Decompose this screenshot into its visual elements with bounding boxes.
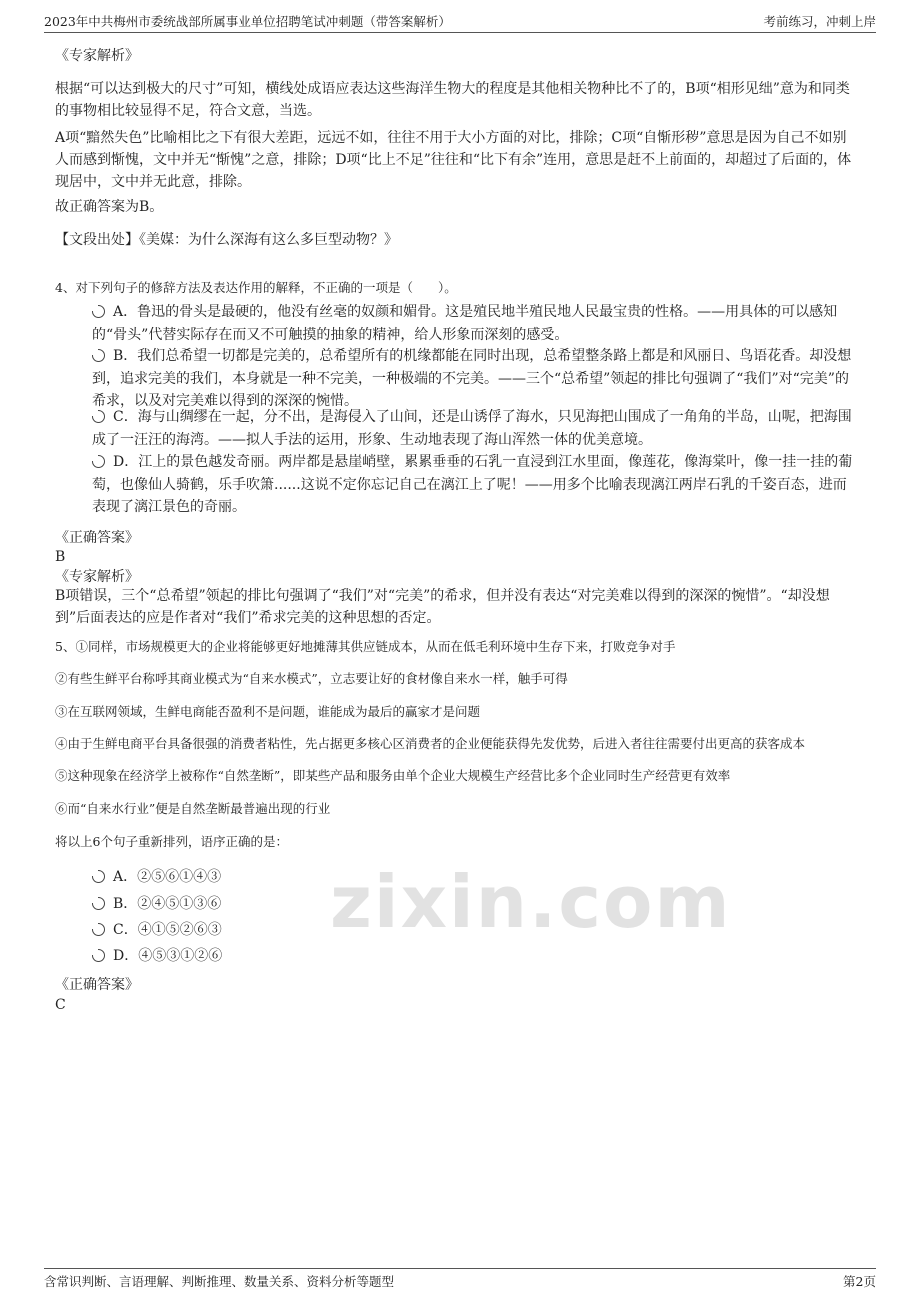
q3-analysis-p2: A项“黯然失色”比喻相比之下有很大差距，远远不如，往往不用于大小方面的对比，排除；C项“自惭形秽”意思是因为自己不如别人而感到惭愧，文中并无“惭愧”之意，排除；D项“比上不足”往往和“比下有余”连用，意思是赶不上前面的，却超过了后面的，体现居中，文中并无此意，排除。 — [55, 130, 852, 190]
q5-sentence-4: ④由于生鲜电商平台具备很强的消费者粘性，先占据更多核心区消费者的企业便能获得先发优势，后进入者往往需要付出更高的获客成本 — [55, 736, 806, 751]
q4-option-c[interactable] — [92, 406, 860, 451]
option-label: C． — [113, 922, 138, 938]
q5-sentence-6: ⑥而“自来水行业”便是自然垄断最普遍出现的行业 — [55, 801, 331, 816]
option-label: D． — [113, 454, 139, 470]
option-text: 江上的景色越发奇丽。两岸都是悬崖峭壁，累累垂垂的石乳一直浸到江水里面，像莲花，像海棠叶，像一挂一挂的葡萄，也像仙人骑鹤，乐手吹箫......这说不定你忘记自己在漓江上了呢！——用多个比喻表现漓江两岸石乳的千姿百态，进而表现了漓江景色的奇丽。 — [92, 454, 853, 515]
radio-icon[interactable] — [92, 870, 105, 883]
q4-answer-heading: 《正确答案》 — [55, 530, 139, 546]
q3-analysis-p1: 根据“可以达到极大的尺寸”可知，横线处成语应表达这些海洋生物大的程度是其他相关物种比不了的，B项“相形见绌”意为和同类的事物相比较显得不足，符合文意，当选。 — [55, 81, 850, 119]
radio-icon[interactable] — [92, 410, 105, 423]
q5-sentence-1: 5、①同样，市场规模更大的企业将能够更好地摊薄其供应链成本，从而在低毛利环境中生存下来，打败竞争对手 — [55, 639, 676, 654]
q5-sentence-5: ⑤这种现象在经济学上被称作“自然垄断”，即某些产品和服务由单个企业大规模生产经营比多个企业同时生产经营更有效率 — [55, 768, 731, 783]
option-label: B． — [113, 348, 138, 364]
page-footer — [44, 1268, 876, 1293]
option-label: C． — [113, 409, 138, 425]
option-text: 我们总希望一切都是完美的，总希望所有的机缘都能在同时出现，总希望整条路上都是和风丽日、鸟语花香。却没想到，追求完美的我们，本身就是一种不完美，一种极端的不完美。——三个“总希望”领起的排比句强调了“我们”对“完美”的希求，以及对完美难以得到的深深的惋惜。 — [92, 348, 852, 409]
option-text: ②④⑤①③⑥ — [137, 896, 222, 912]
q5-answer: C — [55, 997, 66, 1013]
q4-analysis: B项错误，三个“总希望”领起的排比句强调了“我们”对“完美”的希求，但并没有表达“对完美难以得到的深深的惋惜”。“却没想到”后面表达的应是作者对“我们”希求完美的这种思想的否定。 — [55, 588, 830, 626]
q4-option-b[interactable] — [92, 345, 860, 413]
option-label: B． — [113, 896, 138, 912]
q4-answer: B — [55, 549, 66, 565]
option-text: 海与山绸缪在一起，分不出，是海侵入了山间，还是山诱俘了海水，只见海把山围成了一角角的半岛，山呢，把海围成了一汪汪的海湾。——拟人手法的运用，形象、生动地表现了海山浑然一体的优美意境。 — [92, 409, 852, 448]
option-label: D． — [113, 948, 139, 964]
radio-icon[interactable] — [92, 897, 105, 910]
watermark: zixin.com — [330, 860, 732, 944]
option-text: ②⑤⑥①④③ — [137, 869, 222, 885]
q5-option-a[interactable] — [92, 866, 860, 889]
radio-icon[interactable] — [92, 349, 105, 362]
q5-option-d[interactable] — [92, 945, 860, 968]
q5-prompt: 将以上6个句子重新排列，语序正确的是： — [55, 834, 288, 849]
option-text: ④①⑤②⑥③ — [137, 922, 222, 938]
option-text: ④⑤③①②⑥ — [138, 948, 223, 964]
q4-option-a[interactable] — [92, 301, 860, 346]
q3-conclusion: 故正确答案为B。 — [55, 199, 164, 215]
q4-expert-heading: 《专家解析》 — [55, 569, 139, 585]
q5-answer-heading: 《正确答案》 — [55, 977, 139, 993]
footer-topics: 含常识判断、言语理解、判断推理、数量关系、资料分析等题型 — [44, 1274, 395, 1289]
radio-icon[interactable] — [92, 923, 105, 936]
radio-icon[interactable] — [92, 949, 105, 962]
option-text: 鲁迅的骨头是最硬的，他没有丝毫的奴颜和媚骨。这是殖民地半殖民地人民最宝贵的性格。——用具体的可以感知的“骨头”代替实际存在而又不可触摸的抽象的精神，给人形象而深刻的感受。 — [92, 304, 838, 343]
radio-icon[interactable] — [92, 455, 105, 468]
q5-sentence-2: ②有些生鲜平台称呼其商业模式为“自来水模式”，立志要让好的食材像自来水一样，触手可得 — [55, 671, 568, 686]
q4-option-d[interactable] — [92, 451, 860, 519]
option-label: A． — [113, 304, 138, 320]
q5-option-b[interactable] — [92, 893, 860, 916]
q3-source: 【文段出处】《美媒：为什么深海有这么多巨型动物？》 — [55, 232, 398, 248]
header-title: 2023年中共梅州市委统战部所属事业单位招聘笔试冲刺题（带答案解析） — [44, 14, 451, 29]
header-slogan: 考前练习，冲刺上岸 — [763, 14, 876, 29]
q5-option-c[interactable] — [92, 919, 860, 942]
q3-expert-heading: 《专家解析》 — [55, 48, 139, 64]
page-header — [44, 10, 876, 33]
radio-icon[interactable] — [92, 305, 105, 318]
q5-sentence-3: ③在互联网领域，生鲜电商能否盈利不是问题，谁能成为最后的赢家才是问题 — [55, 704, 481, 719]
option-label: A． — [113, 869, 138, 885]
page-number: 第2页 — [843, 1274, 876, 1289]
q4-stem: 4、对下列句子的修辞方法及表达作用的解释，不正确的一项是（ ）。 — [55, 280, 457, 295]
